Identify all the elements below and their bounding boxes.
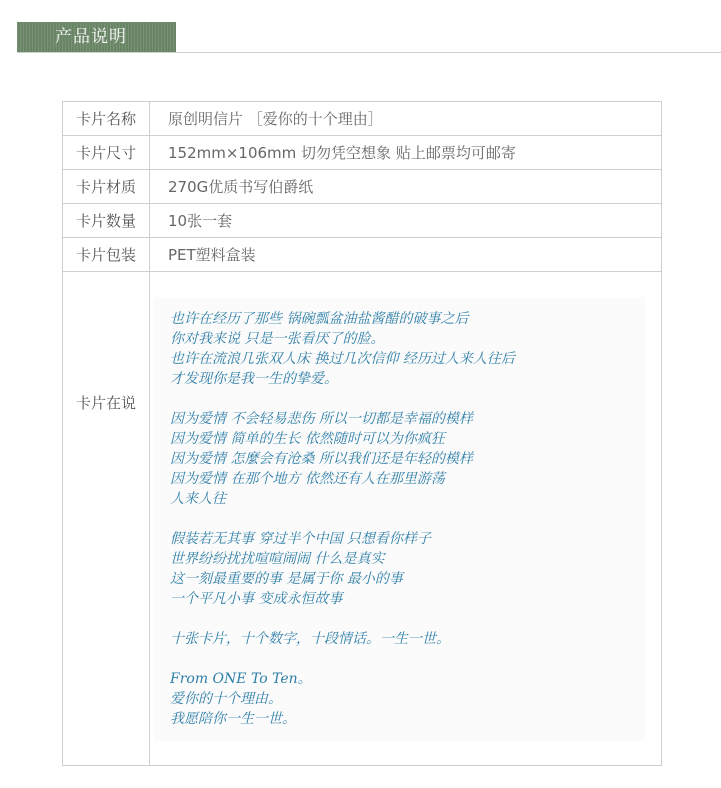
spec-value: 10张一套 bbox=[150, 204, 662, 238]
stanza-spacer bbox=[170, 509, 645, 529]
stanza-spacer bbox=[170, 609, 645, 629]
spec-value: 270G优质书写伯爵纸 bbox=[150, 170, 662, 204]
spec-row-packaging bbox=[63, 238, 662, 272]
spec-row-size bbox=[63, 136, 662, 170]
product-spec-table bbox=[62, 101, 662, 766]
spec-label: 卡片材质 bbox=[63, 170, 150, 204]
poem-text-block bbox=[154, 297, 645, 741]
spec-label: 卡片在说 bbox=[63, 272, 150, 766]
poem-line: 一个平凡小事 变成永恒故事 bbox=[170, 590, 343, 607]
poem-line: From ONE To Ten。 bbox=[170, 670, 312, 687]
spec-label: 卡片包装 bbox=[63, 238, 150, 272]
poem-line: 因为爱情 在那个地方 依然还有人在那里游荡 bbox=[170, 470, 445, 487]
poem-line: 也许在经历了那些 锅碗瓢盆油盐酱醋的破事之后 bbox=[170, 310, 469, 327]
poem-line: 十张卡片，十个数字，十段情话。一生一世。 bbox=[170, 630, 450, 647]
spec-label: 卡片尺寸 bbox=[63, 136, 150, 170]
spec-value: 原创明信片 ［爱你的十个理由］ bbox=[150, 102, 662, 136]
poem-line: 因为爱情 怎麼会有沧桑 所以我们还是年轻的模样 bbox=[170, 450, 473, 467]
poem-line: 人来人往 bbox=[170, 490, 226, 507]
poem-line: 这一刻最重要的事 是属于你 最小的事 bbox=[170, 570, 403, 587]
poem-line: 因为爱情 不会轻易悲伤 所以一切都是幸福的模样 bbox=[170, 410, 473, 427]
poem-line: 因为爱情 简单的生长 依然随时可以为你疯狂 bbox=[170, 430, 445, 447]
poem-line: 你对我来说 只是一张看厌了的脸。 bbox=[170, 330, 385, 347]
poem-line: 爱你的十个理由。 bbox=[170, 690, 282, 707]
poem-line: 假装若无其事 穿过半个中国 只想看你样子 bbox=[170, 530, 431, 547]
section-title: 产品说明 bbox=[55, 27, 127, 47]
poem-line: 世界纷纷扰扰喧喧闹闹 什么是真实 bbox=[170, 550, 385, 567]
spec-row-quantity bbox=[63, 204, 662, 238]
spec-value: PET塑料盒装 bbox=[150, 238, 662, 272]
spec-row-poem bbox=[63, 272, 662, 766]
poem-line: 才发现你是我一生的挚爱。 bbox=[170, 370, 338, 387]
title-divider bbox=[17, 52, 721, 53]
poem-line: 也许在流浪几张双人床 换过几次信仰 经历过人来人往后 bbox=[170, 350, 515, 367]
stanza-spacer bbox=[170, 649, 645, 669]
spec-value: 152mm×106mm 切勿凭空想象 贴上邮票均可邮寄 bbox=[150, 136, 662, 170]
poem-cell bbox=[150, 272, 662, 766]
spec-row-material bbox=[63, 170, 662, 204]
poem-line: 我愿陪你一生一世。 bbox=[170, 710, 296, 727]
section-title-bar bbox=[17, 22, 176, 53]
spec-label: 卡片数量 bbox=[63, 204, 150, 238]
spec-row-name bbox=[63, 102, 662, 136]
spec-label: 卡片名称 bbox=[63, 102, 150, 136]
stanza-spacer bbox=[170, 389, 645, 409]
